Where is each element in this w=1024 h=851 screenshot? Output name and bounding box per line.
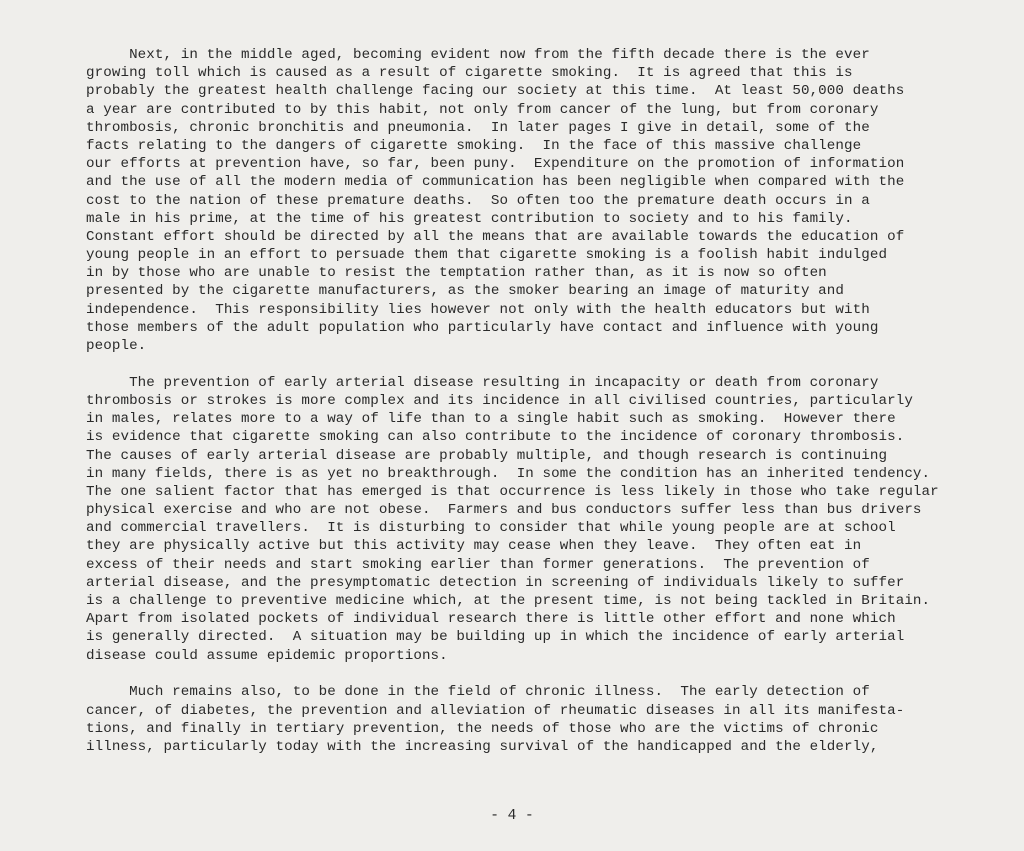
text-line: excess of their needs and start smoking earlier than former generations. The prevention of: [86, 556, 870, 573]
paragraph-gap: [86, 665, 996, 684]
text-line: and the use of all the modern media of communication has been negligible when compared with the: [86, 174, 905, 191]
text-line: those members of the adult population who particularly have contact and influence with young: [86, 319, 879, 336]
text-line: illness, particularly today with the increasing survival of the handicapped and the elderly,: [86, 738, 879, 755]
text-line: and commercial travellers. It is disturbing to consider that while young people are at school: [86, 520, 896, 537]
paragraph-arterial-disease: [86, 374, 996, 665]
text-line: physical exercise and who are not obese. Farmers and bus conductors suffer less than bus drivers: [86, 502, 922, 519]
text-line: they are physically active but this activity may cease when they leave. They often eat in: [86, 538, 862, 555]
text-line: a year are contributed to by this habit, not only from cancer of the lung, but from coronary: [86, 101, 879, 118]
text-line: Much remains also, to be done in the field of chronic illness. The early detection of: [86, 684, 870, 701]
paragraph-gap: [86, 355, 996, 374]
paragraph-smoking: [86, 46, 996, 355]
text-line: cost to the nation of these premature deaths. So often too the premature death occurs in a: [86, 192, 870, 209]
text-line: probably the greatest health challenge facing our society at this time. At least 50,000 deaths: [86, 83, 905, 100]
text-line: The causes of early arterial disease are probably multiple, and though research is continuing: [86, 447, 888, 464]
text-line: Next, in the middle aged, becoming evident now from the fifth decade there is the ever: [86, 47, 870, 63]
body-text: [86, 46, 996, 756]
text-line: young people in an effort to persuade them that cigarette smoking is a foolish habit indulged: [86, 247, 888, 264]
text-line: our efforts at prevention have, so far, been puny. Expenditure on the promotion of information: [86, 156, 905, 173]
text-line: in many fields, there is as yet no breakthrough. In some the condition has an inherited tendency.: [86, 465, 931, 482]
text-line: thrombosis or strokes is more complex and its incidence in all civilised countries, particularly: [86, 392, 913, 409]
text-line: cancer, of diabetes, the prevention and alleviation of rheumatic diseases in all its manifesta-: [86, 702, 905, 719]
text-line: Apart from isolated pockets of individual research there is little other effort and none which: [86, 611, 896, 628]
text-line: facts relating to the dangers of cigarette smoking. In the face of this massive challenge: [86, 137, 862, 154]
text-line: independence. This responsibility lies however not only with the health educators but with: [86, 301, 870, 318]
text-line: male in his prime, at the time of his greatest contribution to society and to his family.: [86, 210, 853, 227]
text-line: The one salient factor that has emerged is that occurrence is less likely in those who take regular: [86, 483, 939, 500]
text-line: is a challenge to preventive medicine which, at the present time, is not being tackled in Britain.: [86, 593, 931, 610]
text-line: people.: [86, 338, 147, 354]
text-line: presented by the cigarette manufacturers, as the smoker bearing an image of maturity and: [86, 283, 845, 300]
text-line: is evidence that cigarette smoking can also contribute to the incidence of coronary thrombosis.: [86, 429, 905, 446]
text-line: disease could assume epidemic proportions.: [86, 647, 448, 664]
text-line: The prevention of early arterial disease resulting in incapacity or death from coronary: [86, 374, 879, 391]
text-line: is generally directed. A situation may be building up in which the incidence of early arterial: [86, 629, 905, 646]
text-line: arterial disease, and the presymptomatic detection in screening of individuals likely to suffer: [86, 574, 905, 591]
text-line: in by those who are unable to resist the temptation rather than, as it is now so often: [86, 265, 827, 282]
paragraph-chronic-illness: [86, 683, 996, 756]
text-line: tions, and finally in tertiary prevention, the needs of those who are the victims of chronic: [86, 720, 879, 737]
text-line: growing toll which is caused as a result of cigarette smoking. It is agreed that this is: [86, 65, 853, 82]
text-line: thrombosis, chronic bronchitis and pneumonia. In later pages I give in detail, some of the: [86, 119, 870, 136]
text-line: Constant effort should be directed by all the means that are available towards the education of: [86, 228, 905, 245]
text-line: in males, relates more to a way of life than to a single habit such as smoking. However there: [86, 411, 896, 428]
page-number: - 4 -: [490, 808, 534, 824]
